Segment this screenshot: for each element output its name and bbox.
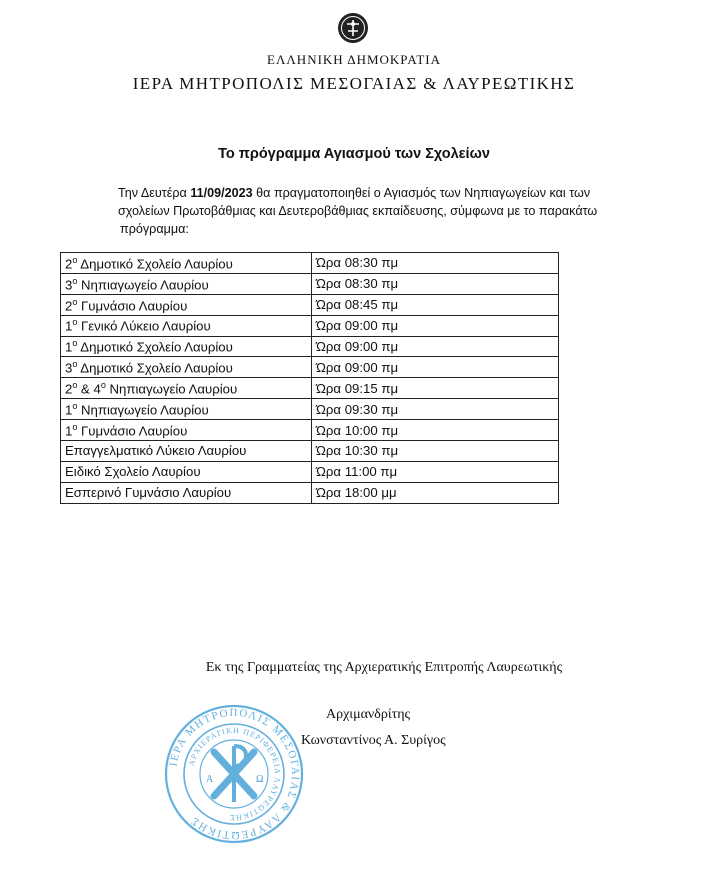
ordinal-number: 2 [65, 381, 73, 397]
ordinal-suffix: ο [72, 296, 78, 307]
time-cell: Ώρα 09:00 πμ [312, 315, 559, 336]
stamp-alpha: Α [206, 774, 214, 785]
ordinal-number: 2 [65, 256, 73, 272]
ordinal-suffix: ο [72, 338, 78, 349]
school-name: Γυμνάσιο Λαυρίου [77, 423, 188, 439]
ordinal-suffix: ο [72, 400, 78, 411]
official-stamp [162, 702, 306, 846]
schedule-row [61, 420, 559, 441]
schedule-row [61, 294, 559, 315]
intro-prefix: Την Δευτέρα [118, 186, 191, 200]
school-name: Γυμνάσιο Λαυρίου [77, 297, 188, 313]
school-cell [61, 482, 312, 503]
schedule-row [61, 336, 559, 357]
school-cell [61, 315, 312, 336]
schedule-row [61, 273, 559, 294]
schedule-table [60, 252, 559, 504]
schedule-row [61, 399, 559, 420]
school-name: Νηπιαγωγείο Λαυρίου [105, 381, 238, 397]
secretariat-line: Εκ της Γραμματείας της Αρχιερατικής Επιτροπής Λαυρεωτικής [205, 660, 563, 675]
stamp-omega: Ω [256, 774, 264, 785]
school-name: Δημοτικό Σχολείο Λαυρίου [77, 360, 233, 376]
intro-line-1 [118, 184, 598, 202]
intro-date: 11/09/2023 [190, 186, 253, 200]
ordinal-number: 3 [65, 360, 73, 376]
intro-rest: θα πραγματοποιηθεί ο Αγιασμός των Νηπιαγωγείων και των [252, 186, 591, 200]
time-cell: Ώρα 18:00 μμ [312, 482, 559, 503]
ordinal-number: 1 [65, 402, 73, 418]
school-cell [61, 461, 312, 482]
time-cell: Ώρα 08:45 πμ [312, 294, 559, 315]
stamp-inner-text: ΑΡΧΙΕΡΑΤΙΚΗ ΠΕΡΙΦΕΡΕΙΑ ΛΑΥΡΕΩΤΙΚΗΣ [186, 725, 283, 823]
intro-line-2: σχολείων Πρωτοβάθμιας και Δευτεροβάθμιας εκπαίδευσης, σύμφωνα με το παρακάτω [118, 204, 598, 218]
school-name: Εσπερινό Γυμνάσιο Λαυρίου [65, 485, 232, 501]
ordinal-suffix: ο [72, 254, 78, 265]
school-name: Δημοτικό Σχολείο Λαυρίου [77, 339, 233, 355]
ordinal-suffix: ο [72, 275, 78, 286]
schedule-row [61, 315, 559, 336]
ordinal-number: 2 [65, 297, 73, 313]
ordinal-number: 1 [65, 318, 73, 334]
school-name: Νηπιαγωγείο Λαυρίου [77, 402, 209, 418]
schedule-row [61, 378, 559, 399]
school-cell [61, 253, 312, 274]
time-cell: Ώρα 10:30 πμ [312, 441, 559, 462]
school-name: Νηπιαγωγείο Λαυρίου [77, 277, 209, 293]
school-cell [61, 273, 312, 294]
time-cell: Ώρα 09:00 πμ [312, 336, 559, 357]
ordinal-suffix: ο [72, 317, 78, 328]
time-cell: Ώρα 11:00 πμ [312, 461, 559, 482]
signer-rank: Αρχιμανδρίτης [326, 707, 411, 722]
ordinal-number: 1 [65, 423, 73, 439]
intro-line-3: πρόγραμμα: [120, 222, 189, 236]
time-cell: Ώρα 09:30 πμ [312, 399, 559, 420]
school-name: Γενικό Λύκειο Λαυρίου [77, 318, 211, 334]
ordinal-suffix: ο [72, 359, 78, 370]
metropolis-heading: ΙΕΡΑ ΜΗΤΡΟΠΟΛΙΣ ΜΕΣΟΓΑΙΑΣ & ΛΑΥΡΕΩΤΙΚΗΣ [132, 74, 576, 93]
school-cell [61, 420, 312, 441]
school-cell [61, 399, 312, 420]
schedule-row [61, 482, 559, 503]
school-name: Ειδικό Σχολείο Λαυρίου [65, 464, 201, 480]
time-cell: Ώρα 09:15 πμ [312, 378, 559, 399]
schedule-row [61, 441, 559, 462]
time-cell: Ώρα 09:00 πμ [312, 357, 559, 378]
signer-name: Κωνσταντίνος Α. Συρίγος [301, 733, 446, 748]
stamp-ring-text: ΙΕΡΑ ΜΗΤΡΟΠΟΛΙΣ ΜΕΣΟΓΑΙΑΣ & ΛΑΥΡΕΩΤΙΚΗΣ [167, 706, 302, 842]
schedule-row [61, 357, 559, 378]
school-cell [61, 294, 312, 315]
time-cell: Ώρα 08:30 πμ [312, 253, 559, 274]
ordinal-suffix: ο [72, 380, 78, 391]
school-cell [61, 441, 312, 462]
ordinal-number: 4 [93, 381, 101, 397]
page-title: Το πρόγραμμα Αγιασμού των Σχολείων [218, 146, 490, 162]
ordinal-number: 3 [65, 277, 73, 293]
school-name: Δημοτικό Σχολείο Λαυρίου [77, 256, 233, 272]
ordinal-suffix: ο [100, 380, 106, 391]
ordinal-number: 1 [65, 339, 73, 355]
ampersand: & [77, 381, 94, 397]
time-cell: Ώρα 10:00 πμ [312, 420, 559, 441]
intro-paragraph [118, 184, 598, 238]
school-cell [61, 336, 312, 357]
school-name: Επαγγελματικό Λύκειο Λαυρίου [65, 443, 247, 459]
time-cell: Ώρα 08:30 πμ [312, 273, 559, 294]
school-cell [61, 378, 312, 399]
metropolis-emblem-icon [337, 12, 369, 44]
school-cell [61, 357, 312, 378]
schedule-row [61, 461, 559, 482]
state-heading: ΕΛΛΗΝΙΚΗ ΔΗΜΟΚΡΑΤΙΑ [267, 52, 441, 67]
ordinal-suffix: ο [72, 421, 78, 432]
schedule-row [61, 253, 559, 274]
schedule-body [61, 253, 559, 504]
